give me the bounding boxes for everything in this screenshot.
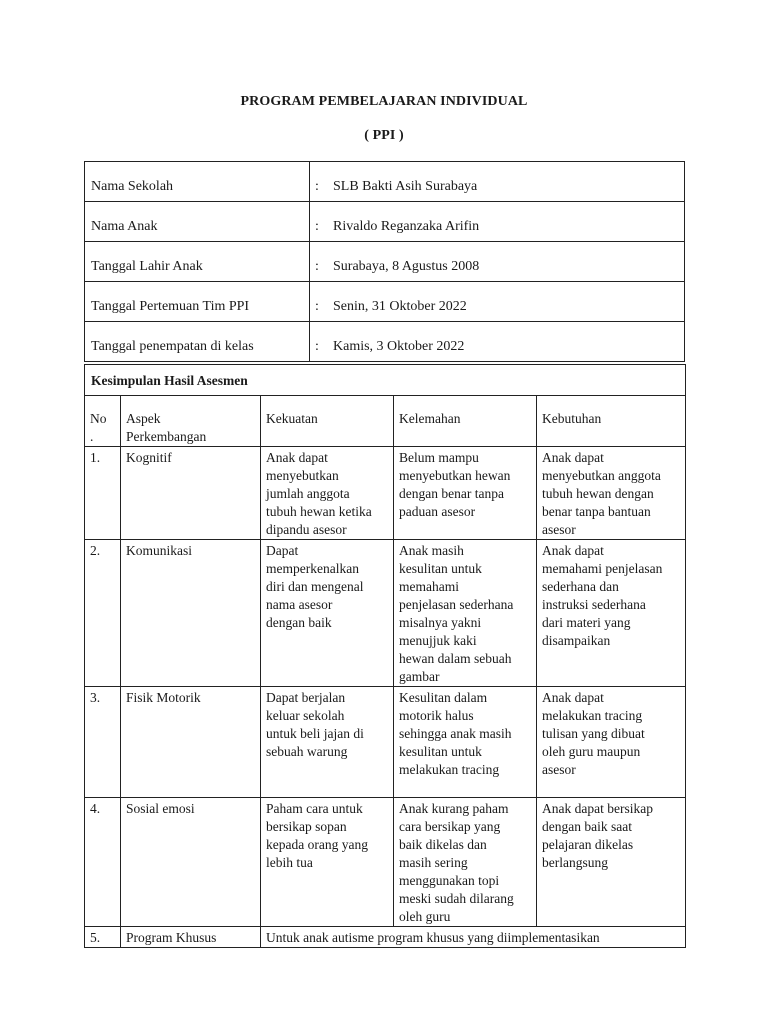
identity-colon: : bbox=[310, 162, 332, 202]
identity-label: Tanggal Lahir Anak bbox=[85, 242, 310, 282]
identity-row bbox=[85, 322, 685, 362]
cell-no: 3. bbox=[85, 687, 121, 798]
identity-value: Senin, 31 Oktober 2022 bbox=[331, 282, 685, 322]
column-kekuatan-header: Kekuatan bbox=[261, 396, 394, 447]
identity-table bbox=[84, 161, 685, 362]
cell-kelemahan: Anak masih kesulitan untuk memahami penjelasan sederhana misalnya yakni menujjuk kaki hewan dalam sebuah gambar bbox=[394, 540, 537, 687]
identity-row bbox=[85, 282, 685, 322]
identity-row bbox=[85, 242, 685, 282]
cell-no: 1. bbox=[85, 447, 121, 540]
identity-colon: : bbox=[310, 322, 332, 362]
identity-value: Rivaldo Reganzaka Arifin bbox=[331, 202, 685, 242]
cell-kebutuhan: Anak dapat menyebutkan anggota tubuh hewan dengan benar tanpa bantuan asesor bbox=[537, 447, 686, 540]
document-title: PROGRAM PEMBELAJARAN INDIVIDUAL bbox=[240, 94, 528, 109]
cell-aspek: Kognitif bbox=[121, 447, 261, 540]
assessment-heading: Kesimpulan Hasil Asesmen bbox=[85, 365, 686, 396]
cell-kebutuhan: Anak dapat memahami penjelasan sederhana dan instruksi sederhana dari materi yang disampaikan bbox=[537, 540, 686, 687]
column-no-header: No . bbox=[85, 396, 121, 447]
cell-kekuatan: Anak dapat menyebutkan jumlah anggota tubuh hewan ketika dipandu asesor bbox=[261, 447, 394, 540]
assessment-column-header-row bbox=[85, 396, 686, 447]
cell-aspek: Komunikasi bbox=[121, 540, 261, 687]
cell-kekuatan: Dapat berjalan keluar sekolah untuk beli jajan di sebuah warung bbox=[261, 687, 394, 798]
cell-no: 2. bbox=[85, 540, 121, 687]
cell-aspek: Fisik Motorik bbox=[121, 687, 261, 798]
identity-value: SLB Bakti Asih Surabaya bbox=[331, 162, 685, 202]
cell-aspek: Program Khusus bbox=[121, 927, 261, 948]
assessment-row bbox=[85, 540, 686, 687]
cell-kebutuhan: Anak dapat bersikap dengan baik saat pelajaran dikelas berlangsung bbox=[537, 798, 686, 927]
cell-no: 5. bbox=[85, 927, 121, 948]
assessment-heading-row bbox=[85, 365, 686, 396]
cell-kelemahan: Belum mampu menyebutkan hewan dengan benar tanpa paduan asesor bbox=[394, 447, 537, 540]
column-aspek-header: Aspek Perkembangan bbox=[121, 396, 261, 447]
assessment-table bbox=[84, 364, 686, 948]
cell-no: 4. bbox=[85, 798, 121, 927]
column-kebutuhan-header: Kebutuhan bbox=[537, 396, 686, 447]
identity-value: Surabaya, 8 Agustus 2008 bbox=[331, 242, 685, 282]
identity-row bbox=[85, 202, 685, 242]
assessment-row bbox=[85, 798, 686, 927]
identity-label: Nama Sekolah bbox=[85, 162, 310, 202]
cell-kekuatan: Paham cara untuk bersikap sopan kepada orang yang lebih tua bbox=[261, 798, 394, 927]
identity-colon: : bbox=[310, 282, 332, 322]
cell-kelemahan: Kesulitan dalam motorik halus sehingga anak masih kesulitan untuk melakukan tracing bbox=[394, 687, 537, 798]
assessment-row bbox=[85, 687, 686, 798]
column-kelemahan-header: Kelemahan bbox=[394, 396, 537, 447]
identity-label: Tanggal penempatan di kelas bbox=[85, 322, 310, 362]
cell-aspek: Sosial emosi bbox=[121, 798, 261, 927]
identity-colon: : bbox=[310, 242, 332, 282]
assessment-row bbox=[85, 447, 686, 540]
cell-kekuatan: Dapat memperkenalkan diri dan mengenal nama asesor dengan baik bbox=[261, 540, 394, 687]
assessment-row bbox=[85, 927, 686, 948]
cell-kelemahan: Anak kurang paham cara bersikap yang baik dikelas dan masih sering menggunakan topi meski sudah dilarang oleh guru bbox=[394, 798, 537, 927]
identity-label: Nama Anak bbox=[85, 202, 310, 242]
identity-row bbox=[85, 162, 685, 202]
cell-program-khusus-text: Untuk anak autisme program khusus yang diimplementasikan bbox=[261, 927, 686, 948]
cell-kebutuhan: Anak dapat melakukan tracing tulisan yang dibuat oleh guru maupun asesor bbox=[537, 687, 686, 798]
identity-colon: : bbox=[310, 202, 332, 242]
identity-label: Tanggal Pertemuan Tim PPI bbox=[85, 282, 310, 322]
identity-value: Kamis, 3 Oktober 2022 bbox=[331, 322, 685, 362]
document-subtitle: ( PPI ) bbox=[364, 128, 404, 143]
